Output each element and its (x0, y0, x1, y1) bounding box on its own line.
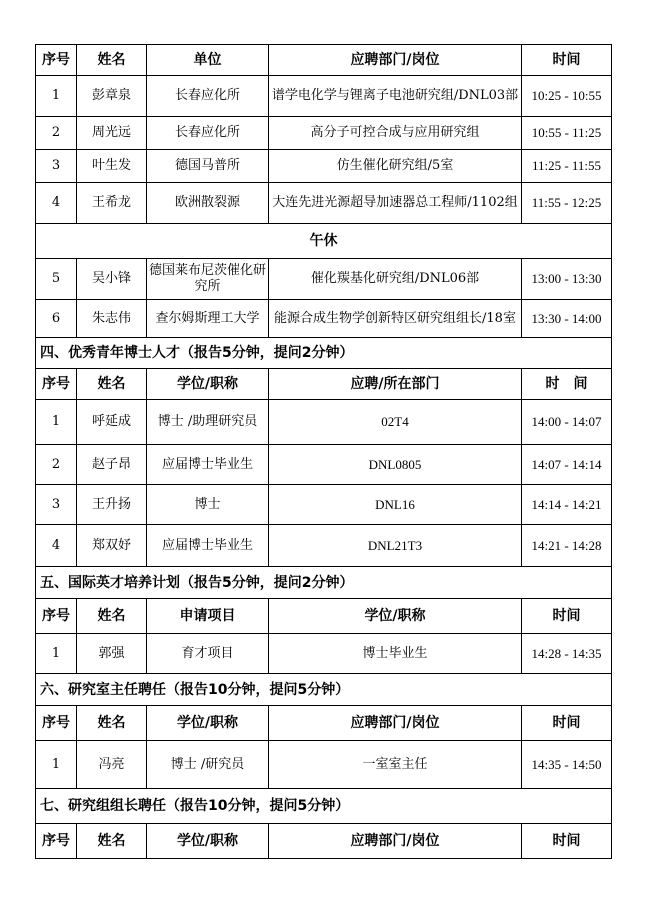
cell-dept: DNL16 (269, 485, 522, 525)
cell-time: 13:30 - 14:00 (522, 300, 612, 338)
table-row (36, 259, 612, 300)
cell-time: 13:00 - 13:30 (522, 259, 612, 300)
col-header-name: 姓名 (77, 369, 147, 400)
cell-name: 呼延成 (77, 400, 147, 445)
col-header-project: 申请项目 (147, 599, 269, 634)
col-header-no: 序号 (36, 45, 77, 76)
section-title-row (36, 674, 612, 706)
cell-org: 长春应化所 (147, 76, 269, 117)
cell-no: 1 (36, 400, 77, 445)
col-header-degree: 学位/职称 (147, 706, 269, 741)
cell-dept: 高分子可控合成与应用研究组 (269, 117, 522, 150)
cell-no: 2 (36, 445, 77, 485)
cell-name: 叶生发 (77, 150, 147, 183)
cell-org: 德国莱布尼茨催化研究所 (147, 259, 269, 300)
cell-dept: 催化羰基化研究组/DNL06部 (269, 259, 522, 300)
cell-name: 赵子昂 (77, 445, 147, 485)
cell-time: 14:14 - 14:21 (522, 485, 612, 525)
table-header-row (36, 824, 612, 859)
cell-time: 14:00 - 14:07 (522, 400, 612, 445)
section-7-title: 七、研究组组长聘任（报告10分钟，提问5分钟） (36, 789, 612, 824)
cell-name: 郑双妤 (77, 525, 147, 567)
section-title-row (36, 567, 612, 599)
section-title-row (36, 338, 612, 369)
cell-degree: 应届博士毕业生 (147, 525, 269, 567)
col-header-dept: 应聘/所在部门 (269, 369, 522, 400)
col-header-no: 序号 (36, 706, 77, 741)
cell-org: 欧洲散裂源 (147, 183, 269, 224)
col-header-org: 单位 (147, 45, 269, 76)
col-header-name: 姓名 (77, 706, 147, 741)
table-row (36, 150, 612, 183)
col-header-dept: 应聘部门/岗位 (269, 706, 522, 741)
cell-name: 吴小锋 (77, 259, 147, 300)
lunch-break-label: 午休 (36, 224, 612, 259)
cell-dept: 仿生催化研究组/5室 (269, 150, 522, 183)
table-header-row (36, 369, 612, 400)
cell-degree: 博士毕业生 (269, 634, 522, 674)
col-header-dept: 应聘部门/岗位 (269, 45, 522, 76)
col-header-time: 时 间 (522, 369, 612, 400)
cell-name: 朱志伟 (77, 300, 147, 338)
cell-org: 查尔姆斯理工大学 (147, 300, 269, 338)
cell-dept: DNL21T3 (269, 525, 522, 567)
table-header-row (36, 706, 612, 741)
col-header-degree: 学位/职称 (147, 824, 269, 859)
col-header-name: 姓名 (77, 824, 147, 859)
section-6-title: 六、研究室主任聘任（报告10分钟，提问5分钟） (36, 674, 612, 706)
table-row (36, 445, 612, 485)
cell-no: 5 (36, 259, 77, 300)
cell-project: 育才项目 (147, 634, 269, 674)
cell-dept: 02T4 (269, 400, 522, 445)
table-header-row (36, 599, 612, 634)
table-row (36, 300, 612, 338)
cell-time: 10:25 - 10:55 (522, 76, 612, 117)
col-header-degree: 学位/职称 (269, 599, 522, 634)
col-header-name: 姓名 (77, 45, 147, 76)
cell-org: 长春应化所 (147, 117, 269, 150)
table-row (36, 183, 612, 224)
cell-time: 14:35 - 14:50 (522, 741, 612, 789)
cell-name: 王希龙 (77, 183, 147, 224)
cell-degree: 博士 /助理研究员 (147, 400, 269, 445)
cell-dept: DNL0805 (269, 445, 522, 485)
cell-time: 14:07 - 14:14 (522, 445, 612, 485)
cell-time: 14:21 - 14:28 (522, 525, 612, 567)
col-header-no: 序号 (36, 599, 77, 634)
cell-no: 6 (36, 300, 77, 338)
cell-no: 3 (36, 150, 77, 183)
cell-degree: 博士 (147, 485, 269, 525)
col-header-time: 时间 (522, 45, 612, 76)
cell-name: 彭章泉 (77, 76, 147, 117)
cell-no: 3 (36, 485, 77, 525)
table-row (36, 485, 612, 525)
table-row (36, 117, 612, 150)
cell-degree: 应届博士毕业生 (147, 445, 269, 485)
cell-no: 1 (36, 76, 77, 117)
cell-no: 4 (36, 525, 77, 567)
cell-no: 1 (36, 741, 77, 789)
cell-dept: 谱学电化学与锂离子电池研究组/DNL03部 (269, 76, 522, 117)
cell-name: 周光远 (77, 117, 147, 150)
section-4-title: 四、优秀青年博士人才（报告5分钟，提问2分钟） (36, 338, 612, 369)
table-row (36, 400, 612, 445)
schedule-table (35, 44, 612, 859)
section-5-title: 五、国际英才培养计划（报告5分钟，提问2分钟） (36, 567, 612, 599)
col-header-degree: 学位/职称 (147, 369, 269, 400)
cell-time: 11:25 - 11:55 (522, 150, 612, 183)
col-header-no: 序号 (36, 369, 77, 400)
table-row (36, 76, 612, 117)
col-header-dept: 应聘部门/岗位 (269, 824, 522, 859)
cell-time: 14:28 - 14:35 (522, 634, 612, 674)
col-header-time: 时间 (522, 599, 612, 634)
cell-name: 冯亮 (77, 741, 147, 789)
table-row (36, 525, 612, 567)
cell-degree: 博士 /研究员 (147, 741, 269, 789)
cell-no: 4 (36, 183, 77, 224)
cell-time: 10:55 - 11:25 (522, 117, 612, 150)
table-header-row (36, 45, 612, 76)
cell-dept: 能源合成生物学创新特区研究组组长/18室 (269, 300, 522, 338)
section-title-row (36, 789, 612, 824)
cell-dept: 大连先进光源超导加速器总工程师/1102组 (269, 183, 522, 224)
cell-name: 郭强 (77, 634, 147, 674)
cell-no: 2 (36, 117, 77, 150)
cell-no: 1 (36, 634, 77, 674)
table-row (36, 634, 612, 674)
table-row (36, 741, 612, 789)
col-header-time: 时间 (522, 824, 612, 859)
col-header-name: 姓名 (77, 599, 147, 634)
cell-name: 王升扬 (77, 485, 147, 525)
col-header-time: 时间 (522, 706, 612, 741)
cell-dept: 一室室主任 (269, 741, 522, 789)
lunch-break-row (36, 224, 612, 259)
col-header-no: 序号 (36, 824, 77, 859)
cell-time: 11:55 - 12:25 (522, 183, 612, 224)
cell-org: 德国马普所 (147, 150, 269, 183)
